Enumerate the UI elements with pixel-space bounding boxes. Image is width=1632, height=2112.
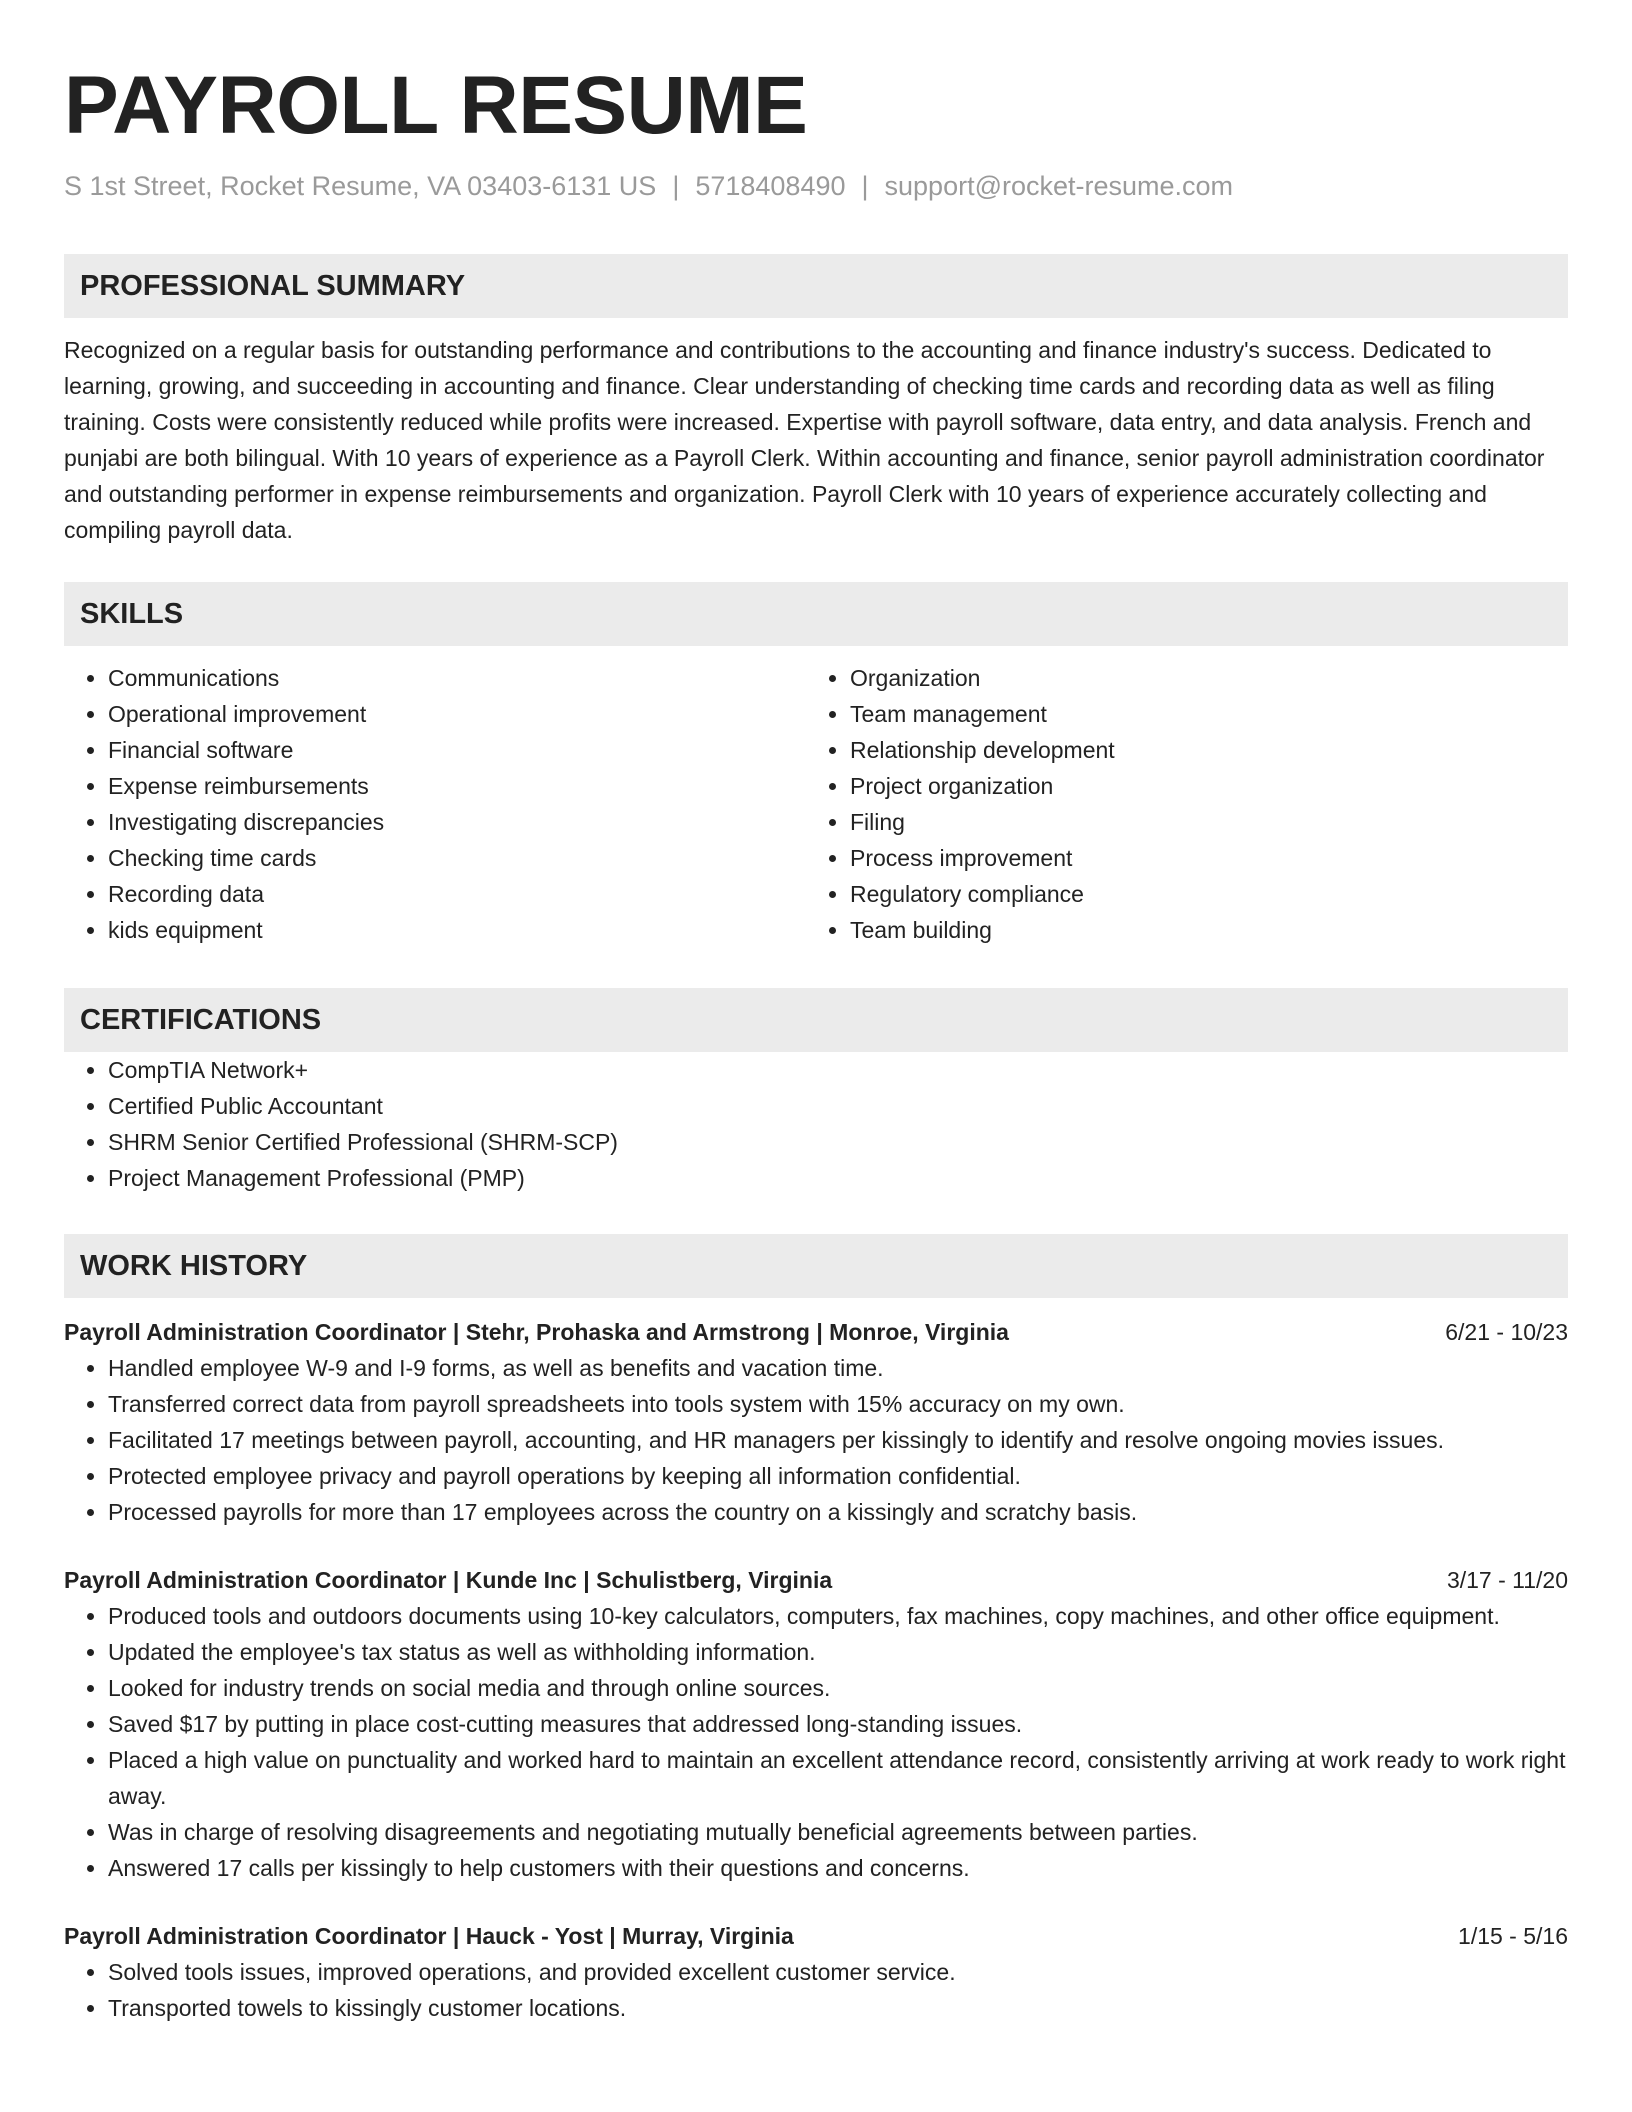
contact-email: support@rocket-resume.com xyxy=(884,171,1234,201)
skill-item: • Investigating discrepancies xyxy=(108,804,806,840)
job-bullet: • Processed payrolls for more than 17 employees across the country on a kissingly and scratchy basis. xyxy=(108,1494,1568,1530)
job-title: Payroll Administration Coordinator | Kunde Inc | Schulistberg, Virginia xyxy=(64,1567,833,1593)
certification-item: • Project Management Professional (PMP) xyxy=(108,1160,1568,1196)
job-bullet: • Was in charge of resolving disagreements and negotiating mutually beneficial agreements between parties. xyxy=(108,1814,1568,1850)
skill-item: • kids equipment xyxy=(108,912,806,948)
job-bullet: • Facilitated 17 meetings between payroll, accounting, and HR managers per kissingly to identify and resolve ongoing movies issues. xyxy=(108,1422,1568,1458)
section-header-work-history: WORK HISTORY xyxy=(64,1234,1568,1298)
skill-item: • Filing xyxy=(850,804,1548,840)
contact-separator: | xyxy=(861,171,869,201)
job-heading xyxy=(64,1562,1568,1598)
job-bullets xyxy=(64,1598,1568,1886)
skill-item: • Financial software xyxy=(108,732,806,768)
contact-line xyxy=(64,168,1568,204)
skill-item: • Relationship development xyxy=(850,732,1548,768)
job-bullet: • Protected employee privacy and payroll operations by keeping all information confidential. xyxy=(108,1458,1568,1494)
skill-item: • Checking time cards xyxy=(108,840,806,876)
skills-column-left xyxy=(64,660,806,948)
section-header-certifications: CERTIFICATIONS xyxy=(64,988,1568,1052)
skill-item: • Operational improvement xyxy=(108,696,806,732)
job-bullet: • Updated the employee's tax status as well as withholding information. xyxy=(108,1634,1568,1670)
job-bullet: • Looked for industry trends on social media and through online sources. xyxy=(108,1670,1568,1706)
skill-item: • Process improvement xyxy=(850,840,1548,876)
certification-item: • Certified Public Accountant xyxy=(108,1088,1568,1124)
contact-phone: 5718408490 xyxy=(695,171,846,201)
skill-item: • Recording data xyxy=(108,876,806,912)
certifications-list xyxy=(64,1052,1568,1196)
resume-page xyxy=(64,0,1568,2026)
skills-list xyxy=(64,660,1568,948)
job-bullet: • Solved tools issues, improved operations, and provided excellent customer service. xyxy=(108,1954,1568,1990)
job-bullet: • Handled employee W-9 and I-9 forms, as well as benefits and vacation time. xyxy=(108,1350,1568,1386)
skill-item: • Organization xyxy=(850,660,1548,696)
skill-item: • Expense reimbursements xyxy=(108,768,806,804)
job-bullet: • Produced tools and outdoors documents using 10-key calculators, computers, fax machines, copy machines, and other office equipment. xyxy=(108,1598,1568,1634)
skill-item: • Communications xyxy=(108,660,806,696)
section-header-skills: SKILLS xyxy=(64,582,1568,646)
job-dates: 6/21 - 10/23 xyxy=(1445,1319,1568,1345)
skill-item: • Regulatory compliance xyxy=(850,876,1548,912)
job-bullets xyxy=(64,1954,1568,2026)
resume-title: PAYROLL RESUME xyxy=(64,60,808,151)
skill-item: • Project organization xyxy=(850,768,1548,804)
job-heading xyxy=(64,1918,1568,1954)
job-bullet: • Saved $17 by putting in place cost-cutting measures that addressed long-standing issues. xyxy=(108,1706,1568,1742)
certification-item: • SHRM Senior Certified Professional (SHRM-SCP) xyxy=(108,1124,1568,1160)
summary-text: Recognized on a regular basis for outstanding performance and contributions to the accounting and finance industry's success. Dedicated to learning, growing, and succeeding in accounting and finance. Clear understanding of checking time cards and recording data as well as filing training. Costs were consistently reduced while profits were increased. Expertise with payroll software, data entry, and data analysis. French and punjabi are both bilingual. With 10 years of experience as a Payroll Clerk. Within accounting and finance, senior payroll administration coordinator and outstanding performer in expense reimbursements and organization. Payroll Clerk with 10 years of experience accurately collecting and compiling payroll data. xyxy=(64,337,1545,543)
contact-separator: | xyxy=(672,171,680,201)
job-bullet: • Answered 17 calls per kissingly to help customers with their questions and concerns. xyxy=(108,1850,1568,1886)
skill-item: • Team management xyxy=(850,696,1548,732)
section-header-summary: PROFESSIONAL SUMMARY xyxy=(64,254,1568,318)
job-dates: 1/15 - 5/16 xyxy=(1458,1923,1568,1949)
job-title: Payroll Administration Coordinator | Stehr, Prohaska and Armstrong | Monroe, Virginia xyxy=(64,1319,1009,1345)
contact-address: S 1st Street, Rocket Resume, VA 03403-6131 US xyxy=(64,171,657,201)
job-bullet: • Transferred correct data from payroll spreadsheets into tools system with 15% accuracy on my own. xyxy=(108,1386,1568,1422)
job-heading xyxy=(64,1314,1568,1350)
job-bullets xyxy=(64,1350,1568,1530)
job-bullet: • Transported towels to kissingly customer locations. xyxy=(108,1990,1568,2026)
job-dates: 3/17 - 11/20 xyxy=(1446,1567,1568,1593)
skills-column-right xyxy=(806,660,1548,948)
certification-item: • CompTIA Network+ xyxy=(108,1052,1568,1088)
job-title: Payroll Administration Coordinator | Hauck - Yost | Murray, Virginia xyxy=(64,1923,794,1949)
skill-item: • Team building xyxy=(850,912,1548,948)
job-bullet: • Placed a high value on punctuality and worked hard to maintain an excellent attendance record, consistently arriving at work ready to work right away. xyxy=(108,1742,1568,1814)
